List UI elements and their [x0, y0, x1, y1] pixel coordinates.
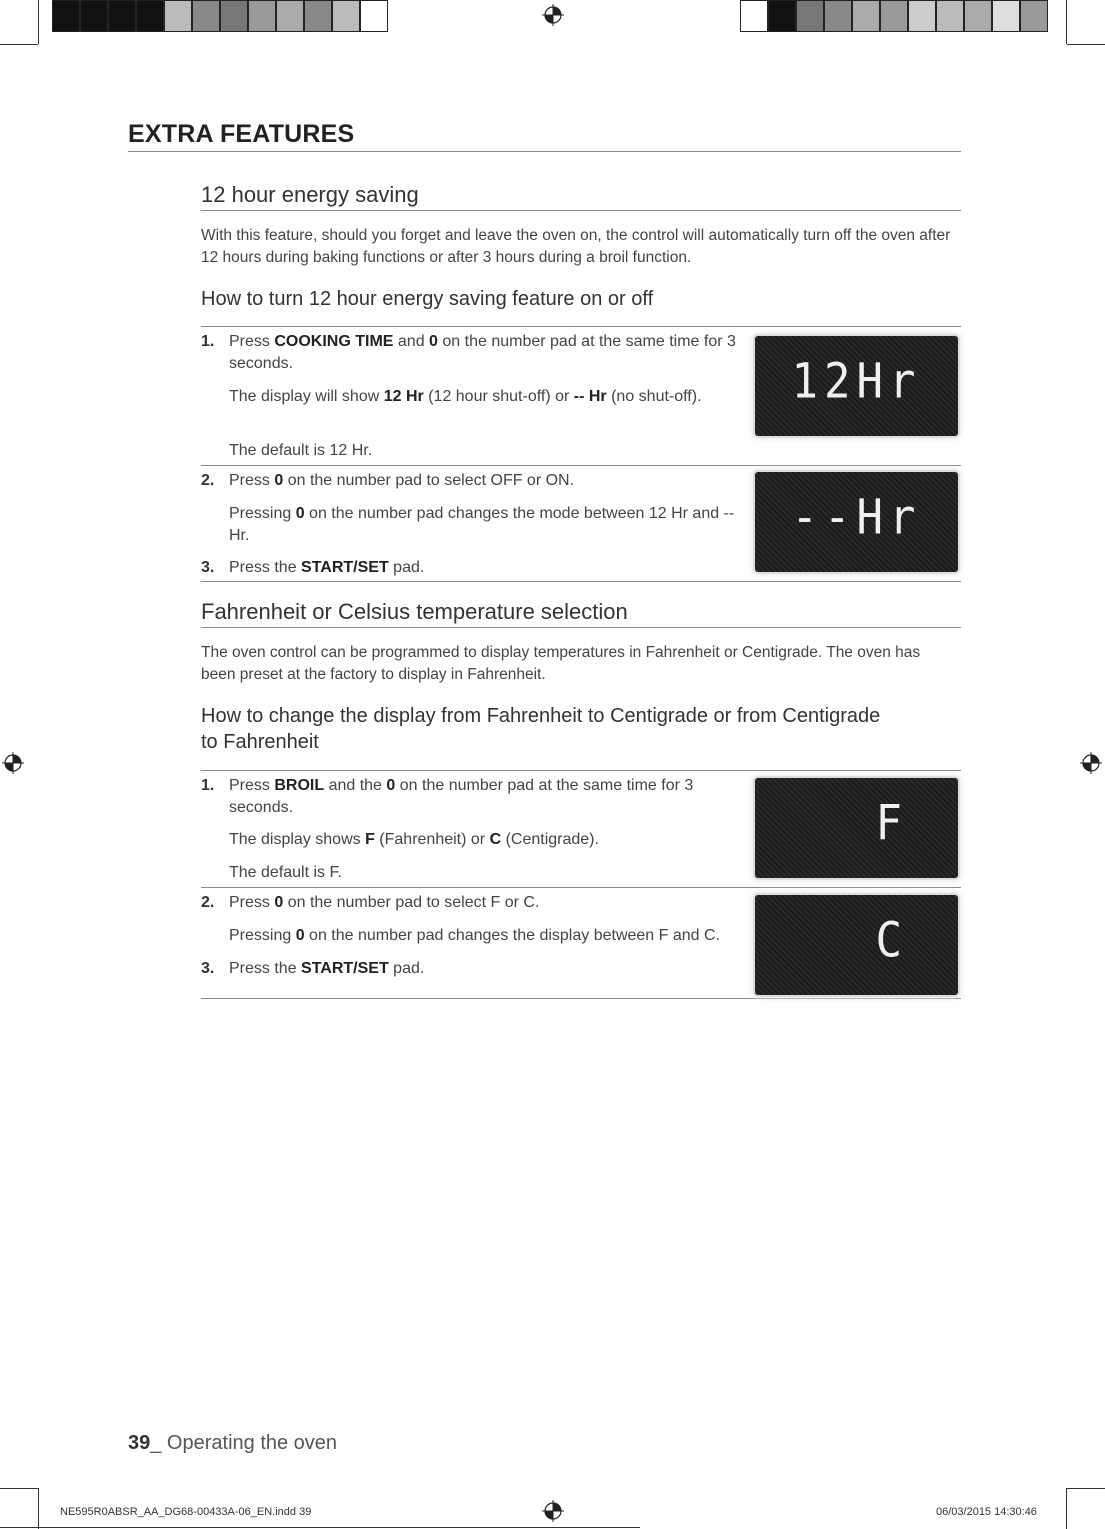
crop-mark [1067, 44, 1105, 45]
color-bar-left [52, 0, 388, 32]
energy-section-end-rule [201, 581, 961, 582]
energy-howto-rule [201, 326, 961, 327]
energy-saving-description: With this feature, should you forget and leave the oven on, the control will automatically turn off the oven after 12 hours during baking functions or after 3 hours during a broil function. [201, 227, 951, 266]
crop-mark [0, 1488, 38, 1489]
step-number: 3. [201, 960, 215, 977]
print-timestamp: 06/03/2015 14:30:46 [936, 1506, 1037, 1518]
step-text: Press the START/SET pad. [229, 960, 425, 977]
crop-mark [38, 0, 39, 44]
registration-mark-icon [1080, 752, 1102, 774]
color-bar-right [740, 0, 1048, 32]
energy-step-2-note: Pressing 0 on the number pad changes the mode between 12 Hr and -- Hr. [229, 505, 735, 544]
oven-display-no-shutoff [755, 472, 958, 572]
crop-mark [1066, 0, 1067, 44]
oven-display-12hr [755, 336, 958, 436]
energy-step-1-default: The default is 12 Hr. [229, 442, 373, 459]
temp-selection-rule [201, 627, 961, 628]
page-footer [128, 1432, 337, 1455]
step-text: Press the START/SET pad. [229, 559, 425, 576]
step-number: 1. [201, 777, 215, 794]
registration-mark-icon [542, 1500, 564, 1522]
step-number: 1. [201, 333, 215, 350]
temp-step-1-note: The display shows F (Fahrenheit) or C (Centigrade). [229, 831, 599, 848]
step-number: 3. [201, 559, 215, 576]
oven-display-celsius [755, 895, 958, 995]
crop-mark [38, 1488, 39, 1529]
display-readout: F [875, 795, 908, 852]
step-number: 2. [201, 472, 215, 489]
registration-mark-icon [542, 4, 564, 26]
temp-selection-title: Fahrenheit or Celsius temperature selection [201, 599, 628, 624]
temp-step-1-default: The default is F. [229, 864, 342, 881]
temp-howto-title-line2: to Fahrenheit [201, 731, 319, 753]
temp-selection-description: The oven control can be programmed to display temperatures in Fahrenheit or Centigrade. The oven has been preset at the factory to display in Fahrenheit. [201, 644, 921, 683]
page-number: 39 [128, 1432, 151, 1454]
oven-display-fahrenheit [755, 778, 958, 878]
section-title-rule [128, 151, 961, 152]
temp-howto-title-line1: How to change the display from Fahrenheit to Centigrade or from Centigrade [201, 705, 881, 727]
display-readout: 12Hr [791, 353, 922, 410]
crop-mark [0, 44, 38, 45]
file-slug: NE595R0ABSR_AA_DG68-00433A-06_EN.indd 39 [60, 1506, 312, 1518]
energy-howto-title: How to turn 12 hour energy saving feature on or off [201, 288, 654, 310]
temp-section-end-rule [201, 998, 961, 999]
display-readout: --Hr [791, 489, 922, 546]
step-text: Press COOKING TIME and 0 on the number pad at the same time for 3 seconds. [229, 333, 736, 372]
step-text: Press BROIL and the 0 on the number pad at the same time for 3 seconds. [229, 777, 694, 816]
temp-step-2-note: Pressing 0 on the number pad changes the display between F and C. [229, 927, 720, 944]
step-text: Press 0 on the number pad to select OFF or ON. [229, 472, 575, 489]
step-number: 2. [201, 894, 215, 911]
crop-mark [1066, 1488, 1067, 1529]
energy-step-1-note: The display will show 12 Hr (12 hour shut-off) or -- Hr (no shut-off). [229, 388, 702, 405]
energy-step-divider [201, 465, 961, 466]
page-section-label: _ Operating the oven [150, 1432, 338, 1454]
energy-saving-title: 12 hour energy saving [201, 182, 419, 207]
temp-howto-rule [201, 770, 961, 771]
registration-mark-icon [2, 752, 24, 774]
display-readout: C [875, 912, 908, 969]
energy-saving-rule [201, 210, 961, 211]
section-title: EXTRA FEATURES [128, 120, 355, 148]
temp-step-divider [201, 887, 961, 888]
crop-mark [1067, 1488, 1105, 1489]
step-text: Press 0 on the number pad to select F or C. [229, 894, 540, 911]
bottom-rule [0, 1527, 640, 1528]
